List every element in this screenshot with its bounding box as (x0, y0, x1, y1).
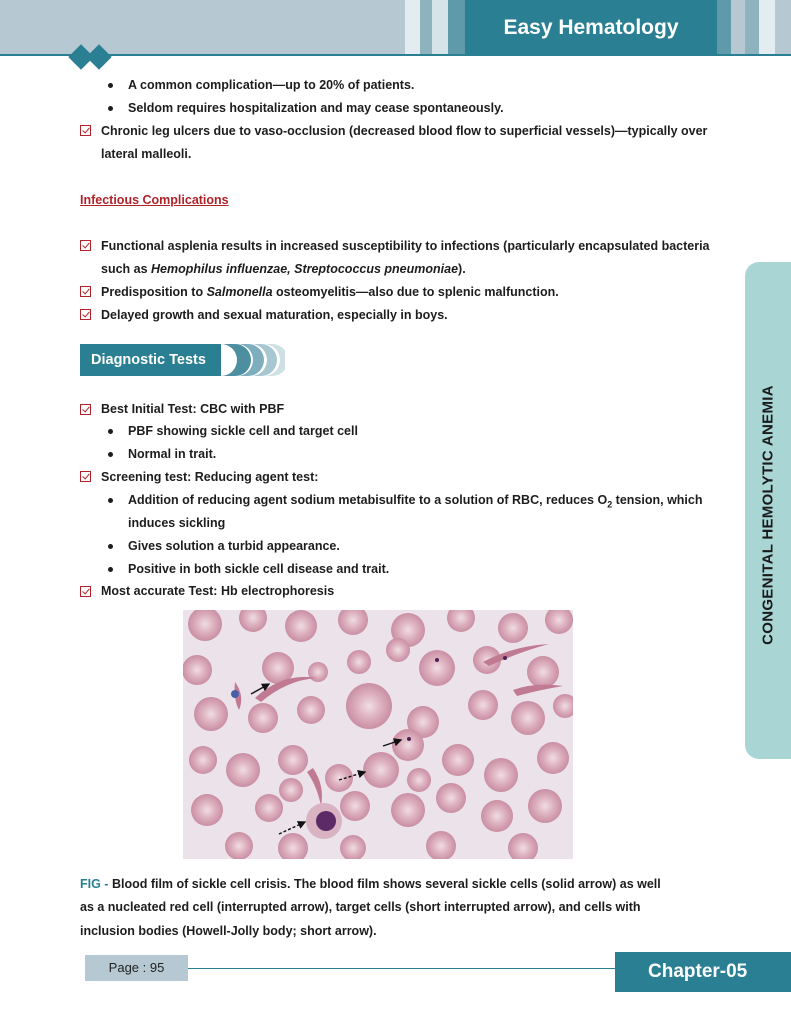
heading-arcs (215, 344, 285, 376)
page-header (0, 0, 791, 55)
list-item: A common complication—up to 20% of patients. (128, 78, 415, 92)
header-stripe (775, 0, 791, 55)
checkbox-icon (80, 286, 91, 297)
checkbox-icon (80, 471, 91, 482)
checkbox-icon (80, 125, 91, 136)
text-fragment: Predisposition to (101, 285, 207, 299)
header-title: Easy Hematology (503, 16, 679, 39)
caption-text: Blood film of sickle cell crisis. The blood film shows several sickle cells (solid arrow) as well (108, 877, 661, 891)
bullet-icon (108, 452, 113, 457)
text-fragment: ). (458, 262, 466, 276)
footer-rule (188, 968, 615, 969)
header-rule (0, 54, 791, 56)
header-stripe (448, 0, 465, 55)
text-fragment: such as (101, 262, 152, 276)
text-fragment: Addition of reducing agent sodium metabisulfite to a solution of RBC, reduces O (128, 493, 608, 507)
header-stripe (759, 0, 775, 55)
header-stripe (405, 0, 420, 55)
list-item: PBF showing sickle cell and target cell (128, 424, 358, 438)
bullet-icon (108, 498, 113, 503)
checkbox-icon (80, 309, 91, 320)
list-item: Screening test: Reducing agent test: (101, 470, 319, 484)
figure-caption-line: as a nucleated red cell (interrupted arrow), target cells (short interrupted arrow), and cells with (80, 900, 641, 914)
list-item: Gives solution a turbid appearance. (128, 539, 340, 553)
header-stripe (420, 0, 432, 55)
checkbox-icon (80, 404, 91, 415)
page-number: Page : 95 (85, 955, 188, 981)
list-item-continued: induces sickling (128, 516, 226, 530)
italic-text: Salmonella (206, 285, 273, 299)
section-heading-infectious: Infectious Complications (80, 193, 229, 207)
header-band (0, 0, 405, 55)
blood-film-image (183, 610, 573, 859)
header-stripe (731, 0, 745, 55)
chapter-label: Chapter-05 (615, 952, 791, 992)
side-tab-label: CONGENITAL HEMOLYTIC ANEMIA (759, 385, 777, 645)
header-stripe (745, 0, 759, 55)
bullet-icon (108, 567, 113, 572)
text-fragment: tension, which (612, 493, 703, 507)
section-heading-diagnostic: Diagnostic Tests (91, 352, 206, 368)
figure-caption-line: inclusion bodies (Howell-Jolly body; short arrow). (80, 924, 377, 938)
list-item-continued: lateral malleoli. (101, 147, 192, 161)
list-item: Normal in trait. (128, 447, 217, 461)
bullet-icon (108, 429, 113, 434)
checkbox-icon (80, 586, 91, 597)
list-item-continued (101, 262, 466, 276)
checkbox-icon (80, 240, 91, 251)
bullet-icon (108, 106, 113, 111)
list-item: Seldom requires hospitalization and may cease spontaneously. (128, 101, 504, 115)
list-item: Delayed growth and sexual maturation, especially in boys. (101, 308, 448, 322)
figure-label: FIG - (80, 877, 109, 891)
italic-text: Hemophilus influenzae, Streptococcus pneumoniae (151, 262, 459, 276)
bullet-icon (108, 83, 113, 88)
bullet-icon (108, 544, 113, 549)
text-fragment: osteomyelitis—also due to splenic malfunction. (272, 285, 559, 299)
list-item: Positive in both sickle cell disease and trait. (128, 562, 390, 576)
list-item: Most accurate Test: Hb electrophoresis (101, 584, 335, 598)
header-stripe (717, 0, 731, 55)
list-item: Functional asplenia results in increased susceptibility to infections (particularly encapsulated bacteria (101, 239, 710, 253)
list-item: Best Initial Test: CBC with PBF (101, 402, 285, 416)
subscript: 2 (607, 499, 613, 510)
list-item (101, 285, 559, 299)
list-item (128, 493, 703, 510)
list-item: Chronic leg ulcers due to vaso-occlusion (decreased blood flow to superficial vessels)—typically over (101, 124, 708, 138)
header-stripe (432, 0, 448, 55)
figure-caption-line (80, 877, 661, 891)
